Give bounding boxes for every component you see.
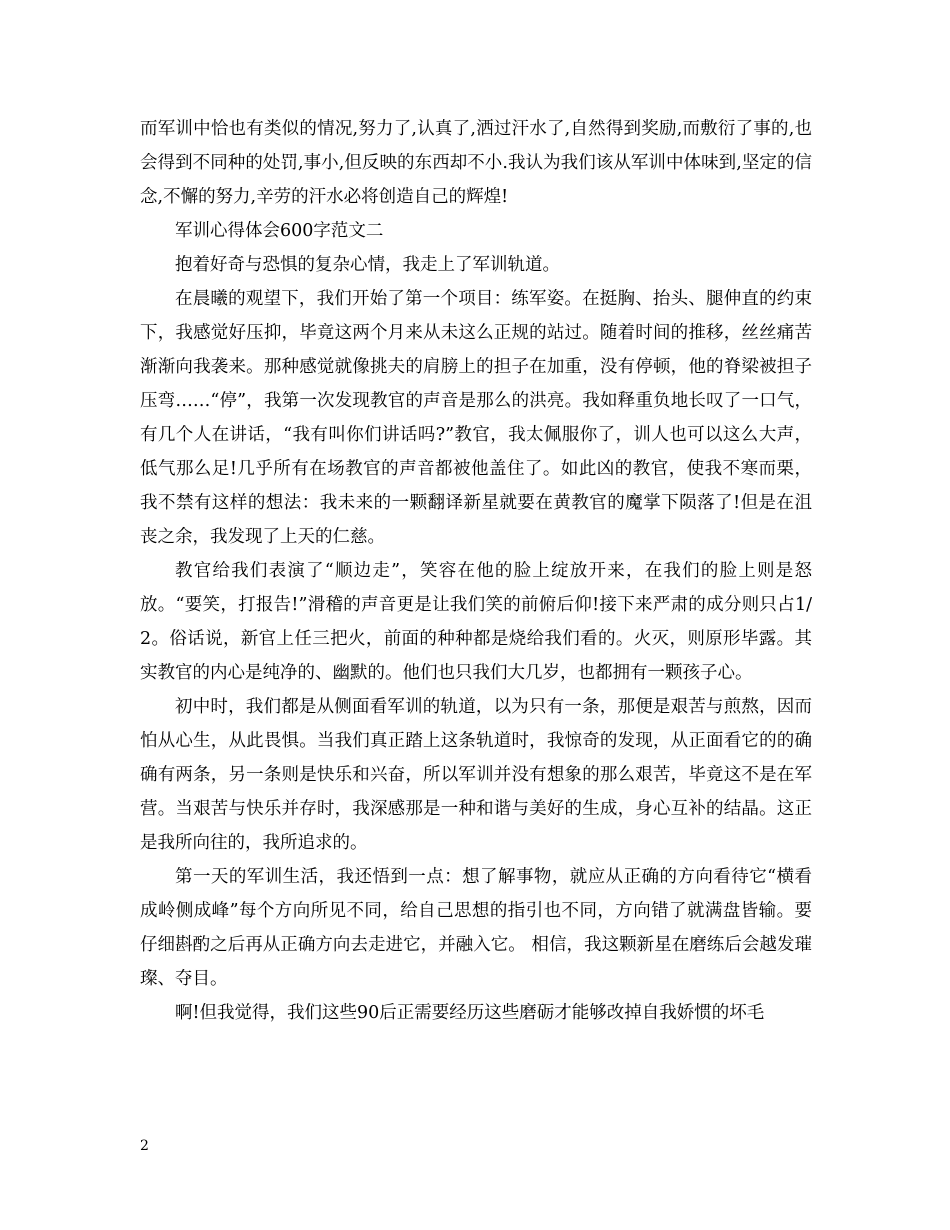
section-heading: 军训心得体会600字范文二	[175, 221, 384, 241]
paragraph-3: 在晨曦的观望下，我们开始了第一个项目：练军姿。在挺胸、抬头、腿伸直的约束下，我感觉好压抑，毕竟这两个月来从未这么正规的站过。随着时间的推移，丝丝痛苦渐渐向我袭来。那种感觉就像挑夫的肩膀上的担子在加重，没有停顿，他的脊梁被担子压弯……“停”，我第一次发现教官的声音是那么的洪亮。我如释重负地长叹了一口气，有几个人在讲话，“我有叫你们讲话吗?”教官，我太佩服你了，训人也可以这么大声，低气那么足!几乎所有在场教官的声音都被他盖住了。如此凶的教官，使我不寒而栗，我不禁有这样的想法：我未来的一颗翻译新星就要在黄教官的魔掌下陨落了!但是在沮丧之余，我发现了上天的仁慈。	[140, 289, 812, 547]
paragraph-1: 而军训中恰也有类似的情况,努力了,认真了,洒过汗水了,自然得到奖励,而敷衍了事的,也会得到不同种的处罚,事小,但反映的东西却不小.我认为我们该从军训中体味到,坚定的信念,不懈的努力,辛劳的汗水必将创造自己的辉煌!	[140, 119, 812, 207]
paragraph-6: 第一天的军训生活，我还悟到一点：想了解事物，就应从正确的方向看待它“横看成岭侧成峰”每个方向所见不同，给自己思想的指引也不同，方向错了就满盘皆输。要仔细斟酌之后再从正确方向去走进它，并融入它。 相信，我这颗新星在磨练后会越发璀璨、夺目。	[140, 867, 812, 989]
paragraph-7: 啊!但我觉得，我们这些90后正需要经历这些磨砺才能够改掉自我娇惯的坏毛	[175, 1003, 765, 1023]
paragraph-4: 教官给我们表演了“顺边走”，笑容在他的脸上绽放开来，在我们的脸上则是怒放。“要笑，打报告!”滑稽的声音更是让我们笑的前俯后仰!接下来严肃的成分则只占1/2。俗话说，新官上任三把火，前面的种种都是烧给我们看的。火灭，则原形毕露。其实教官的内心是纯净的、幽默的。他们也只我们大几岁，也都拥有一颗孩子心。	[140, 561, 812, 683]
document-body	[140, 112, 812, 1030]
page-number: 2	[140, 1138, 149, 1154]
paragraph-2: 抱着好奇与恐惧的复杂心情，我走上了军训轨道。	[175, 255, 560, 275]
paragraph-5: 初中时，我们都是从侧面看军训的轨道，以为只有一条，那便是艰苦与煎熬，因而怕从心生，从此畏惧。当我们真正踏上这条轨道时，我惊奇的发现，从正面看它的的确确有两条，另一条则是快乐和兴奋，所以军训并没有想象的那么艰苦，毕竟这不是在军营。当艰苦与快乐并存时，我深感那是一种和谐与美好的生成，身心互补的结晶。这正是我所向往的，我所追求的。	[140, 697, 812, 853]
